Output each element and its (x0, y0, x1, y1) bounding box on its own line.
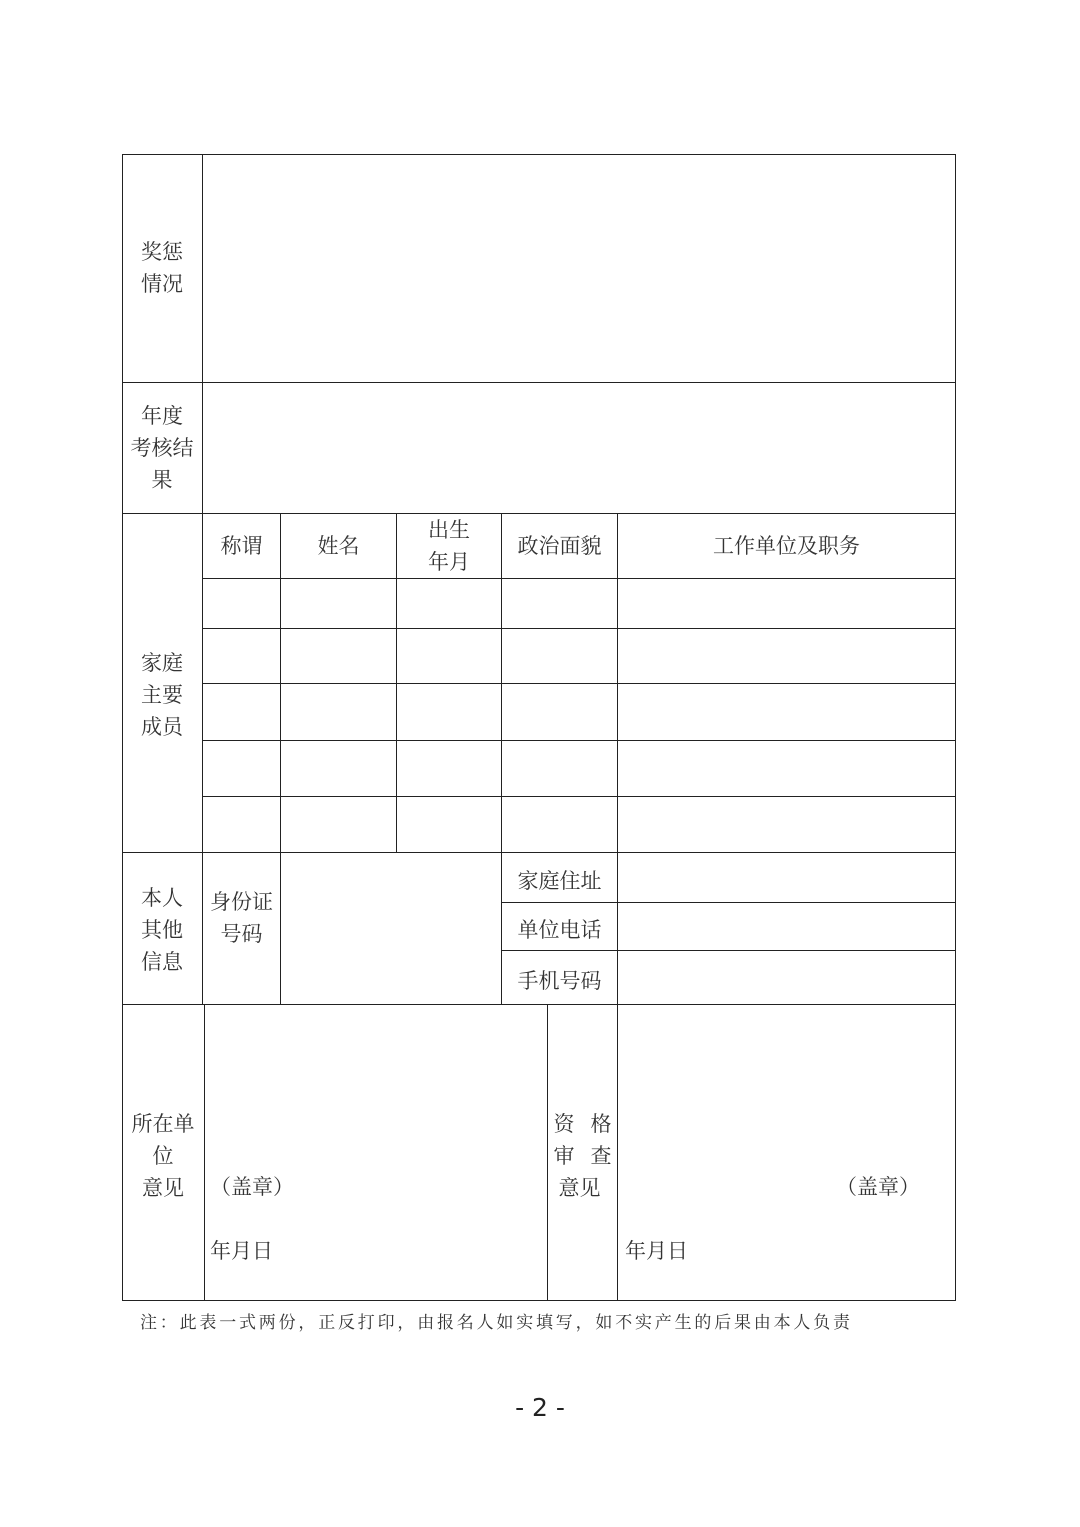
table-border-right (955, 154, 956, 1301)
header-political: 政治面貌 (517, 533, 602, 558)
unit-opinion-label: 所在单 位 意见 (131, 1112, 195, 1200)
annual-review-input[interactable] (203, 383, 955, 513)
header-relation: 称谓 (220, 533, 263, 558)
rewards-input[interactable] (203, 155, 955, 382)
header-name: 姓名 (317, 533, 360, 558)
home-address-input[interactable] (618, 853, 955, 902)
rewards-label: 奖惩 情况 (141, 240, 183, 296)
page-number: - 2 - (515, 1393, 565, 1422)
family-header-divider (203, 578, 956, 579)
unit-date: 年月日 (210, 1239, 273, 1263)
other-info-label: 本人 其他 信息 (141, 886, 183, 974)
family-row-divider (203, 740, 956, 741)
header-birth: 出生 年月 (428, 517, 470, 574)
work-phone-label: 单位电话 (517, 918, 602, 942)
home-address-label: 家庭住址 (517, 869, 602, 893)
review-date: 年月日 (625, 1239, 688, 1263)
review-label: 资 格 审 查 意见 (553, 1112, 612, 1200)
annual-review-label: 年度 考核结 果 (130, 403, 194, 492)
mobile-label: 手机号码 (517, 969, 602, 993)
family-row-divider (203, 796, 956, 797)
id-number-label: 身份证 号码 (210, 890, 273, 946)
unit-seal: （盖章） (210, 1175, 294, 1199)
family-row-divider (203, 628, 956, 629)
footnote: 注：此表一式两份，正反打印，由报名人如实填写，如不实产生的后果由本人负责 (140, 1313, 853, 1333)
mobile-input[interactable] (618, 951, 955, 1004)
id-number-input[interactable] (281, 853, 501, 1004)
header-work: 工作单位及职务 (713, 533, 860, 558)
review-seal: （盖章） (836, 1175, 920, 1199)
family-label: 家庭 主要 成员 (141, 650, 183, 739)
table-border-bottom (123, 1300, 956, 1301)
family-row-divider (203, 683, 956, 684)
work-phone-input[interactable] (618, 903, 955, 950)
